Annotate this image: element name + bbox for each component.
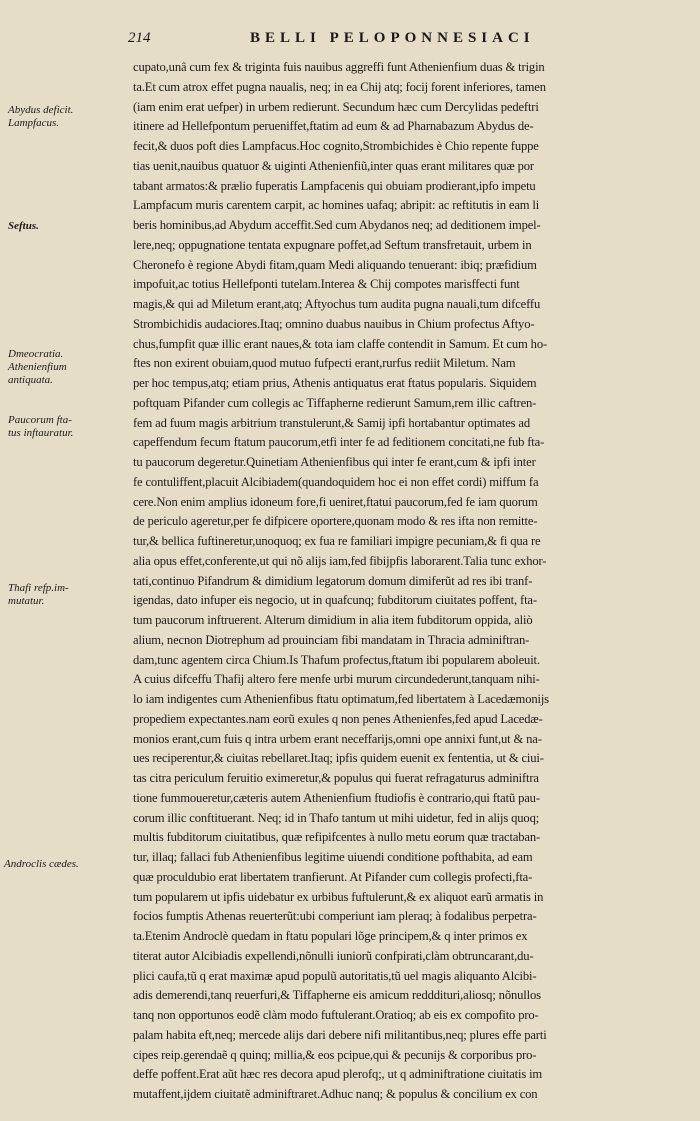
text-line: A cuius difceffu Thafij altero fere menfe urbi murum circundederunt,tanquam nihi- (133, 672, 540, 687)
text-line: quæ proculdubio erat libertatem tranfierunt. At Pifander cum collegis profecti,fta- (133, 869, 533, 884)
text-line: beris hominibus,ad Abydum acceffit.Sed cum Abydanos neq; ad deditionem impel- (133, 218, 541, 232)
text-line: tas citra periculum feruitio eximeretur,& populus qui fuerat refragaturus adminiftra (133, 771, 539, 785)
margin-notes (4, 62, 128, 1072)
text-line: titerat autor Alcibiadis expellendi,nõnulli iuniorũ confpirati,clàm obtruncarant,du- (133, 948, 534, 963)
text-line: lere,neq; oppugnatione tentata expugnare poffet,ad Seftum transfretauit, urbem in (133, 237, 532, 252)
text-line: multis fubditorum ciuitatibus, quæ refipifcentes à nullo metu eorum quæ tractaban- (133, 830, 541, 845)
text-line: tanq non opportunos eodẽ clàm modo fuftulerant.Oratioq; ab eis ex compofito pro- (133, 1008, 539, 1022)
text-line: adis demerendi,tanq reuerfuri,& Tiffapherne eis amicum redddituri,aliosq; nõnullos (133, 988, 541, 1003)
text-line: fem ad fuum magis arbitrium transtulerunt,& Samij ipfi hortabantur optimates ad (133, 415, 531, 430)
main-text-block (133, 58, 688, 1105)
text-line: chus,fumpfit quæ illic erant naues,& tota iam claffe contendit in Samum. Et cum ho- (133, 336, 548, 351)
text-line: ta.Etenim Androclè quedam in ftatu populari lõge principem,& q inter primos ex (133, 929, 528, 943)
text-line: mutaffent,ijdem ciuitatẽ adminiftraret.Adhuc nanq; & populus & concilium ex con (133, 1087, 538, 1101)
text-line: magis,& qui ad Miletum erant,atq; Aftyochus tum audita pugna nauali,tum difceffu (133, 297, 541, 311)
text-line: cupato,unâ cum fex & triginta fuis nauibus aggreffi funt Athenienfium duas & trigin (133, 60, 545, 74)
margin-note-thasi: Thafi refp.im- mutatur. (8, 582, 69, 607)
text-line: tione fummoueretur,cæteris autem Athenienfium ftudiofis è contrario,qui ftatũ pau- (133, 790, 540, 805)
text-line: alia opus effet,conferente,ut qui nõ alijs iam,fed fibijpfis laborarent.Talia tunc exhor- (133, 553, 547, 568)
text-line: corum illic conftituerant. Neq; id in Thafo tantum ut mihi uidetur, fed in alijs quoq; (133, 810, 540, 825)
text-line: dam,tunc agentem circa Chium.Is Thafum profectus,ftatum ibi popularem aboleuit. (133, 652, 540, 667)
text-line: cipes reip.gerendaẽ q quinq; millia,& eos pcipue,qui & pecunijs & corporibus pro- (133, 1047, 537, 1062)
text-line: tur,& bellica fuftineretur,unoquoq; ex fua re familiari impigre pecuniam,& fi qua re (133, 534, 541, 548)
text-line: plici caufa,tũ q erat maximæ apud populũ autoritatis,tũ uel magis aliquanto Alcibi- (133, 968, 537, 983)
text-line: Strombichidis audaciores.Itaq; omnino duabus nauibus in Chium profectus Aftyo- (133, 316, 535, 331)
text-line: itinere ad Hellefpontum perueniffet,ftatim ad eum & ad Pharnabazum Abydus de- (133, 119, 534, 134)
text-line: Cheronefo è regione Abydi fitam,quam Medi aliquando tenuerant: ibiq; præfidium (133, 257, 537, 272)
running-head (0, 30, 700, 52)
text-line: poftquam Pifander cum collegis ac Tiffapherne redierunt Samum,rem illic caftren- (133, 395, 537, 410)
text-line: per hoc tempus,atq; etiam prius, Athenis antiquatus erat ftatus popularis. Siquidem (133, 376, 537, 390)
text-line: fe contuliffent,placuit Alcibiadem(quandoquidem hoc ei non effet cordi) miffum fa (133, 474, 539, 489)
page-number: 214 (128, 30, 151, 46)
text-line: tati,continuo Pifandrum & dimidium legatorum domum dimiferũt ad res ibi tranf- (133, 573, 533, 588)
text-line: ues reciperentur,& ciuitas rebellaret.Itaq; ipfis quidem euenit ex fententia, ut & ciui- (133, 751, 544, 766)
text-line: propediem expectantes.nam eorũ exules q non penes Athenienfes,fed apud Lacedæ- (133, 711, 543, 726)
running-title: BELLI PELOPONNESIACI (250, 30, 535, 46)
margin-note-democratia: Dmeocratia. Athenienfium antiquata. (8, 348, 67, 386)
text-line: deffe poffent.Erat aũt hæc res decora apud plerofq;, ut q adminiftratione ciuitatis im (133, 1067, 543, 1082)
margin-note-sestus: Seftus. (8, 220, 39, 232)
text-line: lo iam indigentes cum Athenienfibus ftatu optimatum,fed libertatem à Lacedæmonijs (133, 692, 549, 706)
text-line: tias uenit,nauibus quatuor & uiginti Athenienfiũ,inter quas erant militares quæ por (133, 158, 534, 173)
text-line: de periculo ageretur,per fe difpicere oportere,quonam modo & res ifta non remitte- (133, 514, 538, 529)
text-line: tu paucorum degeretur.Quinetiam Athenienfibus qui inter fe erant,cum & ipfi inter (133, 455, 536, 469)
text-line: tum paucorum inftruerent. Alterum dimidium in alia item fubditorum oppida, aliò (133, 613, 533, 627)
margin-note-androclis: Androclis cædes. (4, 858, 79, 870)
text-line: monios erant,cum fuis q intra urbem erant neceffarijs,omni ope annixi funt,ut & na- (133, 731, 542, 746)
text-line: fecit,& duos poft dies Lampfacus.Hoc cognito,Strombichides è Chio repente fuppe (133, 139, 539, 153)
text-line: alium, necnon Diotrephum ad prouinciam fibi mandatam in Thracia adminiftran- (133, 632, 530, 647)
text-line: igendas, dato infuper eis negocio, ut in quafcunq; fubditorum ciuitates poffent, fta- (133, 593, 537, 608)
margin-note-abydus: Abydus deficit. Lampfacus. (8, 104, 74, 129)
text-line: impofuit,ac totius Hellefponti tutelam.Interea & Chij compotes marisffecti funt (133, 277, 520, 292)
text-line: tur, illaq; fallaci fub Athenienfibus legitime uiuendi conditione pofthabita, ad eam (133, 850, 533, 864)
text-line: cere.Non enim amplius idoneum fore,fi ueniret,ftatui paucorum,fed fe iam quorum (133, 494, 538, 509)
margin-note-paucorum: Paucorum fta- tus inftauratur. (8, 414, 74, 439)
text-line: ta.Et cum atrox effet pugna naualis, neq; in ea Chij atq; focij forent inferiores, tamen (133, 79, 546, 94)
text-line: palam habita eft,neq; mercede alijs dari debere nifi militantibus,neq; plures effe parti (133, 1027, 547, 1042)
text-line: tum popularem ut ipfis uidebatur ex urbibus fuftulerunt,& ex aliquot earũ armatis in (133, 889, 544, 904)
text-line: Lampfacum muris carentem carpit, ac homines uafaq; abripit: ac reftitutis in eam li (133, 198, 540, 213)
text-line: capeffendum fecum ftatum paucorum,etfi inter fe ad feditionem concitati,ne fub fta- (133, 435, 545, 450)
text-line: ftes non exirent obuiam,quod mutuo fufpecti erant,rurfus rediit Miletum. Nam (133, 356, 516, 371)
text-line: (iam enim erat uefper) in urbem redierunt. Secundum hæc cum Dercylidas pedeftri (133, 99, 539, 114)
text-line: focios fumptis Athenas reuerterũt:ubi comperiunt iam pleraq; à fodalibus perpetra- (133, 909, 537, 924)
text-line: tabant armatos:& prælio fuperatis Lampfacenis qui obuiam prodierant,ipfo impetu (133, 178, 536, 193)
